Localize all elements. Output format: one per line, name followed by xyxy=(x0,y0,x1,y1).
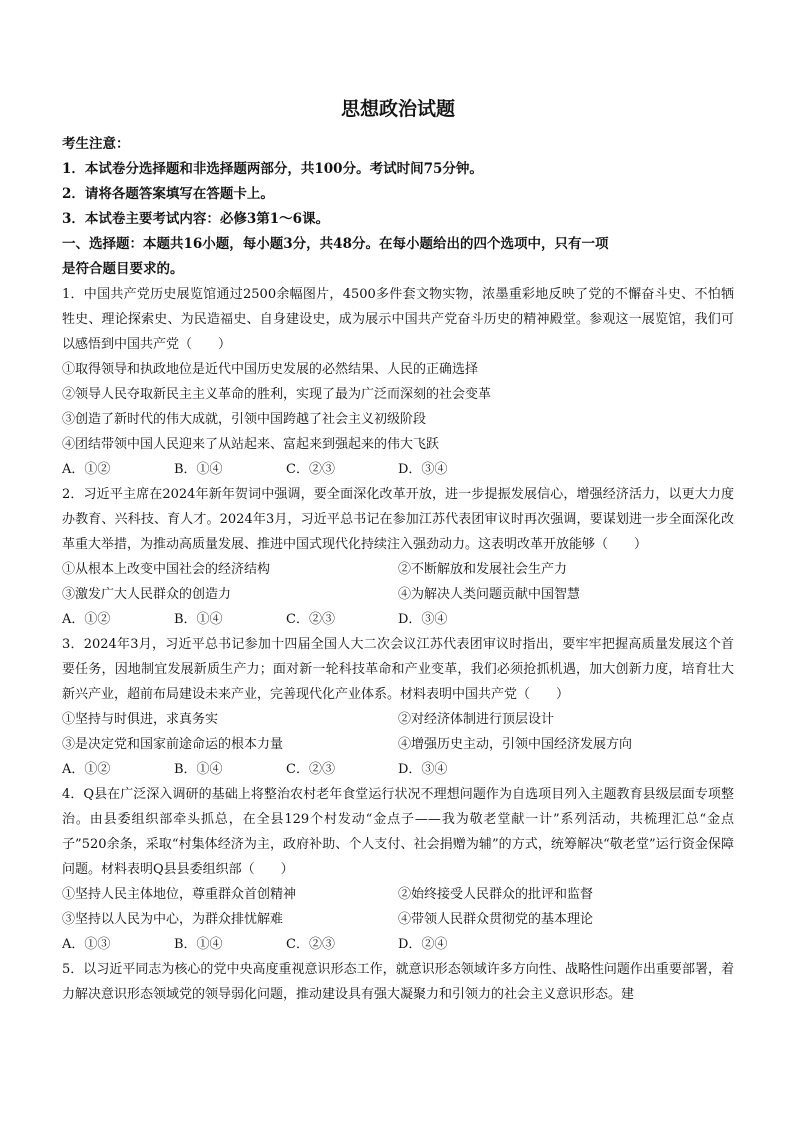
q1-option: ②领导人民夺取新民主主义革命的胜利，实现了最为广泛而深刻的社会变革 xyxy=(62,387,492,402)
q4-options-row xyxy=(62,882,734,907)
q1-option: ③创造了新时代的伟大成就，引领中国跨越了社会主义初级阶段 xyxy=(62,412,427,427)
question-3-stem: 3．2024年3月，习近平总书记参加十四届全国人大二次会议江苏代表团审议时指出，要牢牢把握高质量发展这个首要任务，因地制宜发展新质生产力；面对新一轮科技革命和产业变革，我们必须抢抓机遇，加大创新力度，培育壮大新兴产业，超前布局建设未来产业，完善现代化产业体系。材料表明中国共产党（ ） xyxy=(62,637,734,702)
answer-choice: C．②③ xyxy=(286,612,335,627)
answer-choice: B．①④ xyxy=(174,462,223,477)
q3-option: ④增强历史主动，引领中国经济发展方向 xyxy=(398,737,633,752)
q3-options-row xyxy=(62,732,734,757)
page-title: 思想政治试题 xyxy=(340,98,455,120)
q3-options-row xyxy=(62,707,734,732)
exam-page xyxy=(62,96,734,1007)
q2-options-row xyxy=(62,557,734,582)
q4-options-row xyxy=(62,907,734,932)
notice-item: 1．本试卷分选择题和非选择题两部分，共100分。考试时间75分钟。 xyxy=(62,161,483,177)
q4-option: ②始终接受人民群众的批评和监督 xyxy=(398,887,594,902)
notice-item: 3．本试卷主要考试内容：必修3第1～6课。 xyxy=(62,211,330,227)
q2-options-row xyxy=(62,582,734,607)
question-1-stem: 1．中国共产党历史展览馆通过2500余幅图片，4500多件套文物实物，浓墨重彩地反映了党的不懈奋斗史、不怕牺牲史、理论探索史、为民造福史、自身建设史，成为展示中国共产党奋斗历史的精神殿堂。参观这一展览馆，我们可以感悟到中国共产党（ ） xyxy=(62,287,734,352)
section-heading-cont: 是符合题目要求的。 xyxy=(62,261,184,277)
notice-heading: 考生注意： xyxy=(62,136,130,152)
q3-option: ②对经济体制进行顶层设计 xyxy=(398,712,555,727)
notice-item: 2．请将各题答案填写在答题卡上。 xyxy=(62,186,274,202)
q2-option: ③激发广大人民群众的创造力 xyxy=(62,587,232,602)
question-5-stem: 5．以习近平同志为核心的党中央高度重视意识形态工作，就意识形态领域许多方向性、战略性问题作出重要部署，着力解决意识形态领域党的领导弱化问题，推动建设具有强大凝聚力和引领力的社会主义意识形态。建 xyxy=(62,962,734,1002)
answer-choice: C．②③ xyxy=(286,462,335,477)
answer-choice: A．①② xyxy=(62,762,111,777)
q2-option: ①从根本上改变中国社会的经济结构 xyxy=(62,562,271,577)
q2-option: ④为解决人类问题贡献中国智慧 xyxy=(398,587,581,602)
answer-choice: B．①④ xyxy=(174,612,223,627)
q4-option: ④带领人民群众贯彻党的基本理论 xyxy=(398,912,594,927)
q4-answer-choices xyxy=(62,932,734,957)
answer-choice: C．②③ xyxy=(286,937,335,952)
answer-choice: A．①② xyxy=(62,462,111,477)
q1-answer-choices xyxy=(62,457,734,482)
answer-choice: B．①④ xyxy=(174,937,223,952)
answer-choice: D．③④ xyxy=(398,612,448,627)
answer-choice: D．③④ xyxy=(398,762,448,777)
answer-choice: D．③④ xyxy=(398,462,448,477)
section-heading: 一、选择题：本题共16小题，每小题3分，共48分。在每小题给出的四个选项中，只有一项 xyxy=(62,236,609,252)
question-4-stem: 4．Q县在广泛深入调研的基础上将整治农村老年食堂运行状况不理想问题作为自选项目列入主题教育县级层面专项整治。由县委组织部牵头抓总，在全县129个村发动“金点子——我为敬老堂献一计”系列活动，共梳理汇总“金点子”520余条，采取“村集体经济为主，政府补助、个人支付、社会捐赠为辅”的方式，统筹解决“敬老堂”运行资金保障问题。材料表明Q县县委组织部（ ） xyxy=(62,787,734,877)
q2-answer-choices xyxy=(62,607,734,632)
answer-choice: C．②③ xyxy=(286,762,335,777)
q3-option: ①坚持与时俱进，求真务实 xyxy=(62,712,219,727)
q1-option: ④团结带领中国人民迎来了从站起来、富起来到强起来的伟大飞跃 xyxy=(62,437,440,452)
q3-answer-choices xyxy=(62,757,734,782)
answer-choice: D．②④ xyxy=(398,937,448,952)
answer-choice: A．①② xyxy=(62,612,111,627)
answer-choice: B．①④ xyxy=(174,762,223,777)
q4-option: ③坚持以人民为中心，为群众排忧解难 xyxy=(62,912,284,927)
q4-option: ①坚持人民主体地位，尊重群众首创精神 xyxy=(62,887,297,902)
q3-option: ③是决定党和国家前途命运的根本力量 xyxy=(62,737,284,752)
question-2-stem: 2．习近平主席在2024年新年贺词中强调，要全面深化改革开放，进一步提振发展信心，增强经济活力，以更大力度办教育、兴科技、育人才。2024年3月，习近平总书记在参加江苏代表团审议时再次强调，要谋划进一步全面深化改革重大举措，为推动高质量发展、推进中国式现代化持续注入强劲动力。这表明改革开放能够（ ） xyxy=(62,487,734,552)
q2-option: ②不断解放和发展社会生产力 xyxy=(398,562,568,577)
q1-option: ①取得领导和执政地位是近代中国历史发展的必然结果、人民的正确选择 xyxy=(62,362,479,377)
answer-choice: A．①③ xyxy=(62,937,111,952)
